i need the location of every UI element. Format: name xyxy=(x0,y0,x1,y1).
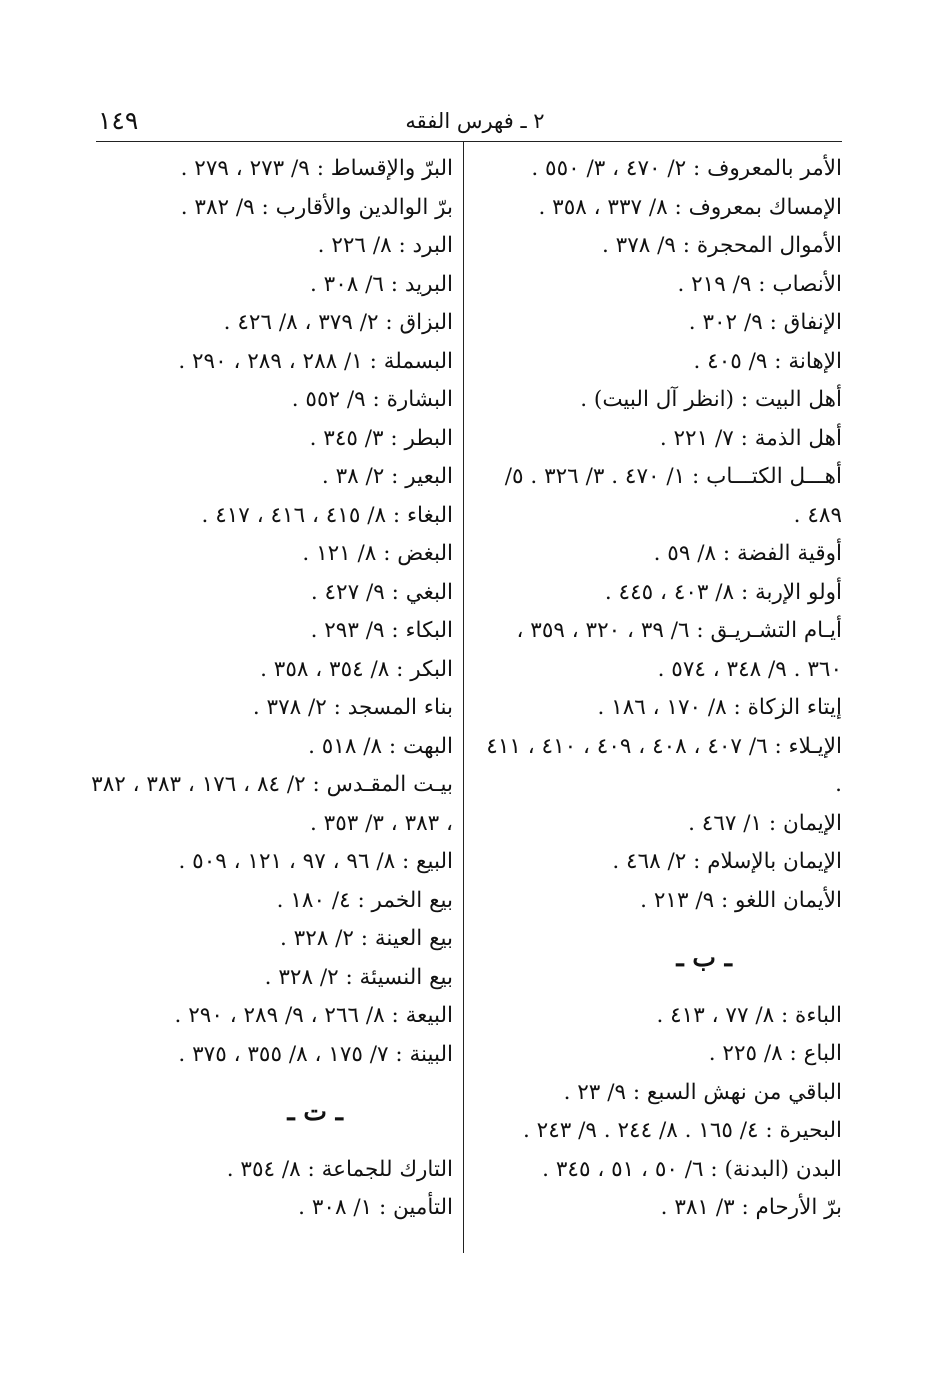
index-entry: البغي : ٩/ ٤٢٧ . xyxy=(310,579,453,605)
index-entry: أيـام التشـريـق : ٦/ ٣٩ ، ٣٢٠ ، ٣٥٩ ، ٣٦٠ . ٩/ ٣٤٨ ، ٥٧٤ . xyxy=(516,618,842,682)
index-entry: برّ الوالدين والأقارب : ٩/ ٣٨٢ . xyxy=(180,194,453,220)
index-entry: الباع : ٨/ ٢٢٥ . xyxy=(708,1041,842,1066)
index-entry: البينة : ٧/ ١٧٥ ، ٨/ ٣٥٥ ، ٣٧٥ . xyxy=(178,1041,453,1067)
index-entry: بناء المسجد : ٢/ ٣٧٨ . xyxy=(252,695,453,720)
index-entry: الإهانة : ٩/ ٤٠٥ . xyxy=(693,348,842,374)
section-letter-ba: ـ ب ـ xyxy=(676,943,732,972)
index-entry: الإيمان بالإسلام : ٢/ ٤٦٨ . xyxy=(612,849,842,874)
index-entry: بيع النسيئة : ٢/ ٣٢٨ . xyxy=(264,964,453,990)
index-entry: البريد : ٦/ ٣٠٨ . xyxy=(309,271,453,297)
index-entry: البرد : ٨/ ٢٢٦ . xyxy=(317,233,453,258)
index-entry: البغاء : ٨/ ٤١٥ ، ٤١٦ ، ٤١٧ . xyxy=(201,502,453,528)
index-entry: بيـت المقـدس : ٢/ ٨٤ ، ١٧٦ ، ٣٨٣ ، ٣٨٢ ، ٣٨٣ ، ٣/ ٣٥٣ . xyxy=(91,772,453,836)
index-entry: البسملة : ١/ ٢٨٨ ، ٢٨٩ ، ٢٩٠ . xyxy=(178,348,453,374)
index-entry: الباقي من نهش السبع : ٩/ ٢٣ . xyxy=(563,1079,842,1105)
index-entry: البدن (البدنة) : ٦/ ٥٠ ، ٥١ ، ٣٤٥ . xyxy=(542,1156,842,1182)
index-entry: البيعة : ٨/ ٢٦٦ ، ٩/ ٢٨٩ ، ٢٩٠ . xyxy=(174,1003,453,1028)
index-entry: البزاق : ٢/ ٣٧٩ ، ٨/ ٤٢٦ . xyxy=(223,310,453,335)
index-entry: البهت : ٨/ ٥١٨ . xyxy=(308,733,453,759)
index-entry: الإيـلاء : ٦/ ٤٠٧ ، ٤٠٨ ، ٤٠٩ ، ٤١٠ ، ٤١١ . xyxy=(486,733,842,797)
index-entry: الإنفاق : ٩/ ٣٠٢ . xyxy=(688,310,842,335)
index-entry: الأمر بالمعروف : ٢/ ٤٧٠ ، ٣/ ٥٥٠ . xyxy=(531,156,842,181)
section-letter-ta: ـ ت ـ xyxy=(287,1097,343,1126)
running-title: ٢ ـ فهرس الفقه xyxy=(405,109,545,133)
page-number: ١٤٩ xyxy=(98,106,139,135)
index-entry: البكاء : ٩/ ٢٩٣ . xyxy=(310,618,453,643)
index-entry: البشارة : ٩/ ٥٥٢ . xyxy=(291,387,453,412)
index-entry: أهـــل الكتـــاب : ١/ ٤٧٠ . ٣/ ٣٢٦ . ٥/ ٤٨٩ . xyxy=(504,464,842,528)
index-entry: البطر : ٣/ ٣٤٥ . xyxy=(309,425,453,451)
index-entry: بيع الخمر : ٤/ ١٨٠ . xyxy=(276,887,453,913)
index-entry: أهل الذمة : ٧/ ٢٢١ . xyxy=(659,425,842,451)
index-entry: أهل البيت : (انظر آل البيت) . xyxy=(580,387,842,412)
index-entry: الإمساك بمعروف : ٨/ ٣٣٧ ، ٣٥٨ . xyxy=(538,194,842,220)
index-entry: إيتاء الزكاة : ٨/ ١٧٠ ، ١٨٦ . xyxy=(597,695,842,720)
left-column xyxy=(83,150,453,1228)
right-column xyxy=(482,150,842,1228)
index-entry: الأموال المحجرة : ٩/ ٣٧٨ . xyxy=(601,233,842,258)
index-entry: برّ الأرحام : ٣/ ٣٨١ . xyxy=(660,1195,842,1220)
index-entry: الأيمان اللغو : ٩/ ٢١٣ . xyxy=(640,887,842,913)
header-rule xyxy=(96,141,842,142)
index-entry: البيع : ٨/ ٩٦ ، ٩٧ ، ١٢١ ، ٥٠٩ . xyxy=(178,849,453,874)
index-entry: البحيرة : ٤/ ١٦٥ . ٨/ ٢٤٤ . ٩/ ٢٤٣ . xyxy=(522,1118,842,1143)
index-entry: البكر : ٨/ ٣٥٤ ، ٣٥٨ . xyxy=(260,656,453,682)
index-entry: أوقية الفضة : ٨/ ٥٩ . xyxy=(653,541,842,566)
index-entry: أولو الإربة : ٨/ ٤٠٣ ، ٤٤٥ . xyxy=(604,579,842,605)
index-entry: بيع العينة : ٢/ ٣٢٨ . xyxy=(279,926,453,951)
index-entry: الأنصاب : ٩/ ٢١٩ . xyxy=(677,271,842,297)
column-divider xyxy=(463,141,464,1253)
index-entry: التأمين : ١/ ٣٠٨ . xyxy=(298,1195,453,1220)
index-entry: البغض : ٨/ ١٢١ . xyxy=(302,541,453,566)
index-entry: الإيمان : ١/ ٤٦٧ . xyxy=(688,810,842,836)
index-entry: التارك للجماعة : ٨/ ٣٥٤ . xyxy=(226,1156,453,1182)
index-entry: الباءة : ٨/ ٧٧ ، ٤١٣ . xyxy=(656,1002,842,1028)
index-entry: البرّ والإقساط : ٩/ ٢٧٣ ، ٢٧٩ . xyxy=(180,156,453,181)
index-entry: البعير : ٢/ ٣٨ . xyxy=(321,464,453,489)
